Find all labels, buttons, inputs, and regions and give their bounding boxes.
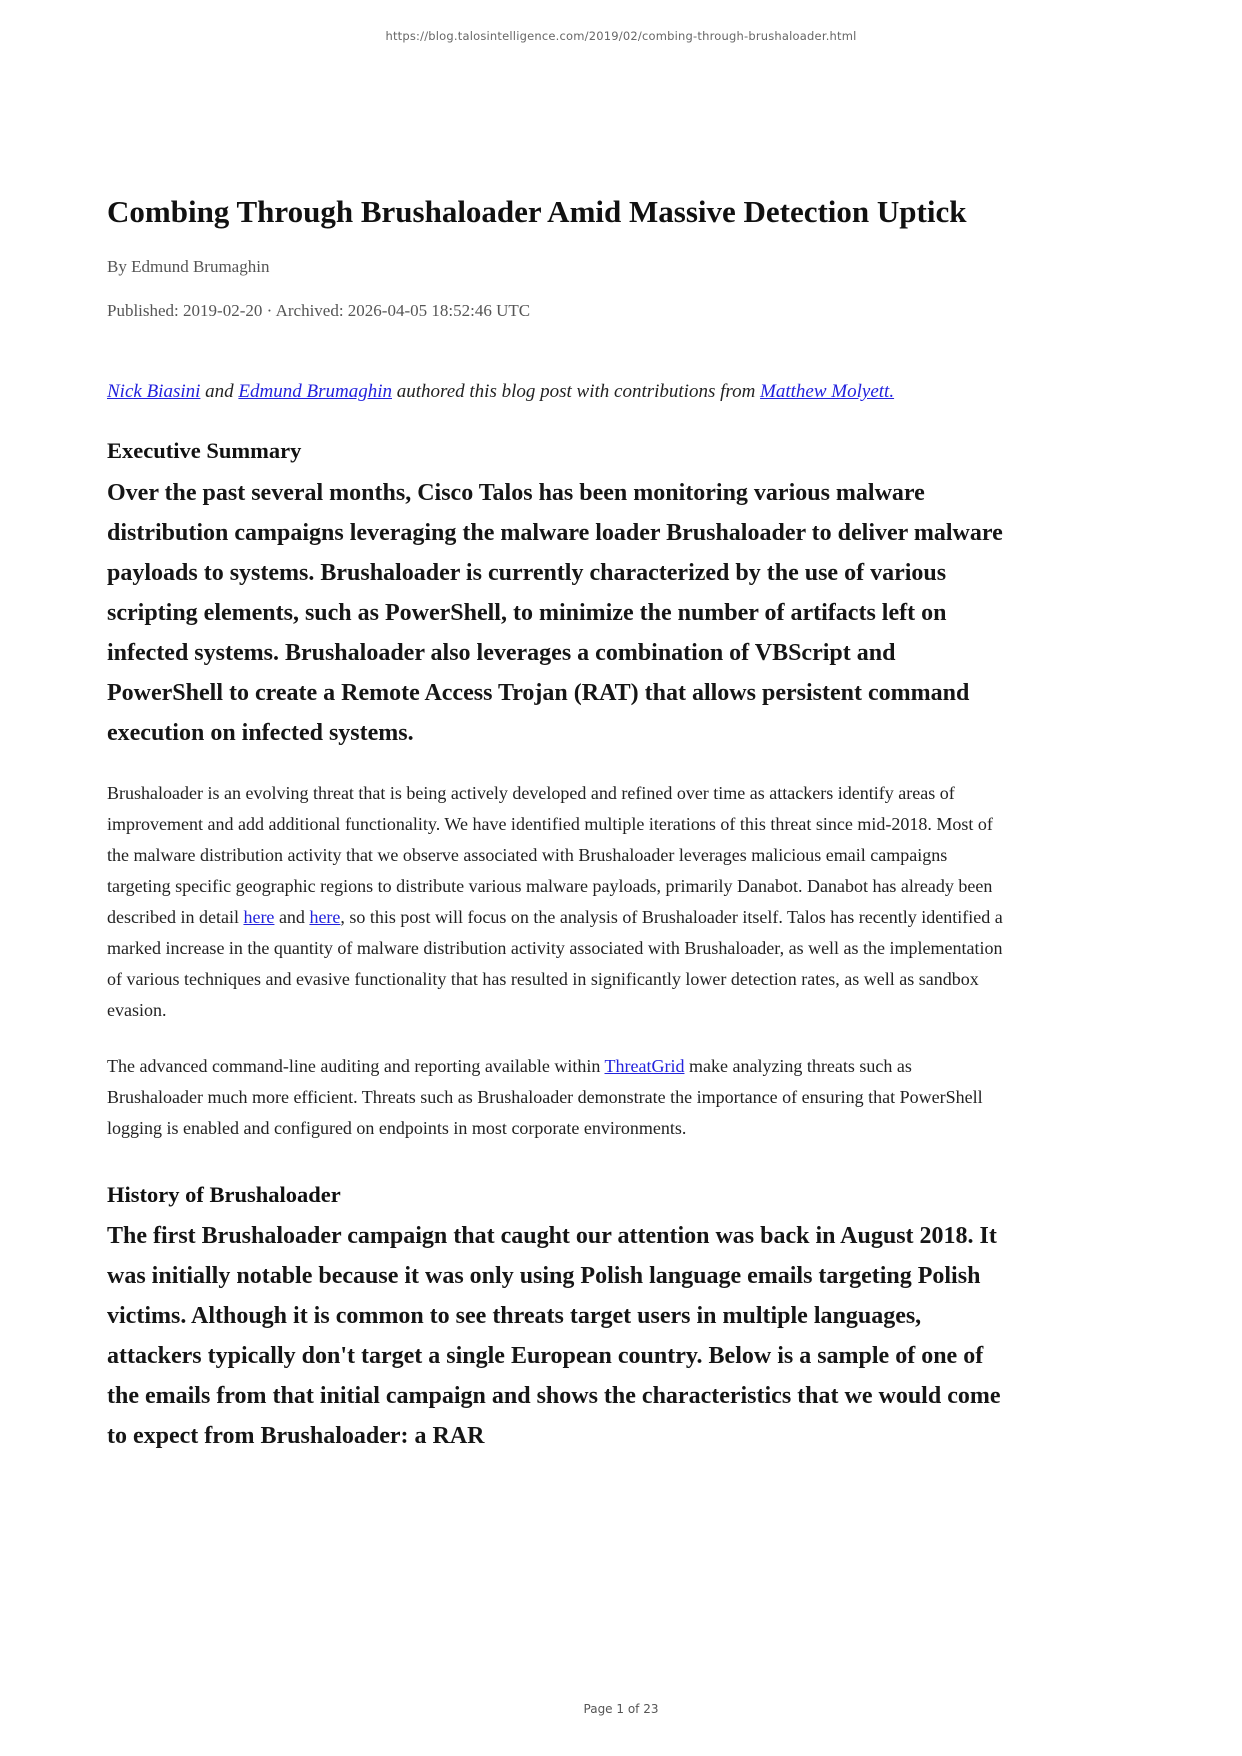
- threatgrid-link[interactable]: ThreatGrid: [604, 1055, 685, 1076]
- executive-summary-heading: Executive Summary: [107, 438, 302, 464]
- danabot-reference-link-1[interactable]: here: [243, 906, 275, 927]
- paragraph-text: The advanced command-line auditing and reporting available within: [107, 1055, 605, 1076]
- danabot-reference-link-2[interactable]: here: [309, 906, 341, 927]
- page-title: Combing Through Brushaloader Amid Massive Detection Uptick: [107, 194, 967, 229]
- paragraph-text: , so this post will focus on the analysis of Brushaloader itself. Talos has recently identified a marked increase in the quantity of malware distribution activity associated with Brushaloader, as well as the implementation of various techniques and evasive functionality that has resulted in significantly lower detection rates, as well as sandbox evasion.: [107, 906, 1003, 1020]
- paragraph-text: make analyzing threats such as Brushaloader much more efficient. Threats such as Brushaloader demonstrate the importance of ensuring that PowerShell logging is enabled and configured on endpoints in most corporate environments.: [107, 1055, 983, 1138]
- archive-source-url: https://blog.talosintelligence.com/2019/02/combing-through-brushaloader.html: [385, 29, 857, 43]
- author-link-nick-biasini[interactable]: Nick Biasini: [107, 380, 201, 402]
- executive-summary-lead: Over the past several months, Cisco Talos has been monitoring various malware distribution campaigns leveraging the malware loader Brushaloader to deliver malware payloads to systems. Brushaloader is currently characterized by the use of various scripting elements, such as PowerShell, to minimize the number of artifacts left on infected systems. Brushaloader also leverages a combination of VBScript and PowerShell to create a Remote Access Trojan (RAT) that allows persistent command execution on infected systems.: [107, 479, 1003, 746]
- paragraph-text: Brushaloader is an evolving threat that is being actively developed and refined over time as attackers identify areas of improvement and add additional functionality. We have identified multiple iterations of this threat since mid-2018. Most of the malware distribution activity that we observe associated with Brushaloader leverages malicious email campaigns targeting specific geographic regions to distribute various malware payloads, primarily Danabot. Danabot has already been described in detail: [107, 782, 993, 927]
- page-number-footer: Page 1 of 23: [583, 1702, 659, 1716]
- authors-note-text: authored this blog post with contributions from: [391, 380, 761, 402]
- history-heading: History of Brushaloader: [107, 1181, 341, 1207]
- article-byline: By Edmund Brumaghin: [107, 256, 270, 276]
- paragraph-text: and: [274, 906, 310, 927]
- author-link-edmund-brumaghin[interactable]: Edmund Brumaghin: [238, 380, 392, 402]
- authors-note-text: and: [200, 380, 239, 402]
- history-lead: The first Brushaloader campaign that caught our attention was back in August 2018. It was initially notable because it was only using Polish language emails targeting Polish victims. Although it is common to see threats target users in multiple languages, attackers typically don't target a single European country. Below is a sample of one of the emails from that initial campaign and shows the characteristics that we would come to expect from Brushaloader: a RAR: [107, 1222, 1001, 1449]
- authors-note: [107, 378, 1007, 407]
- author-link-matthew-molyett[interactable]: Matthew Molyett.: [760, 380, 895, 402]
- executive-summary-paragraph-2: [107, 1051, 1007, 1144]
- executive-summary-paragraph-1: [107, 778, 1007, 1026]
- published-archived-timestamp: Published: 2019-02-20 · Archived: 2026-04-05 18:52:46 UTC: [107, 300, 531, 320]
- article-content: [0, 193, 1007, 1456]
